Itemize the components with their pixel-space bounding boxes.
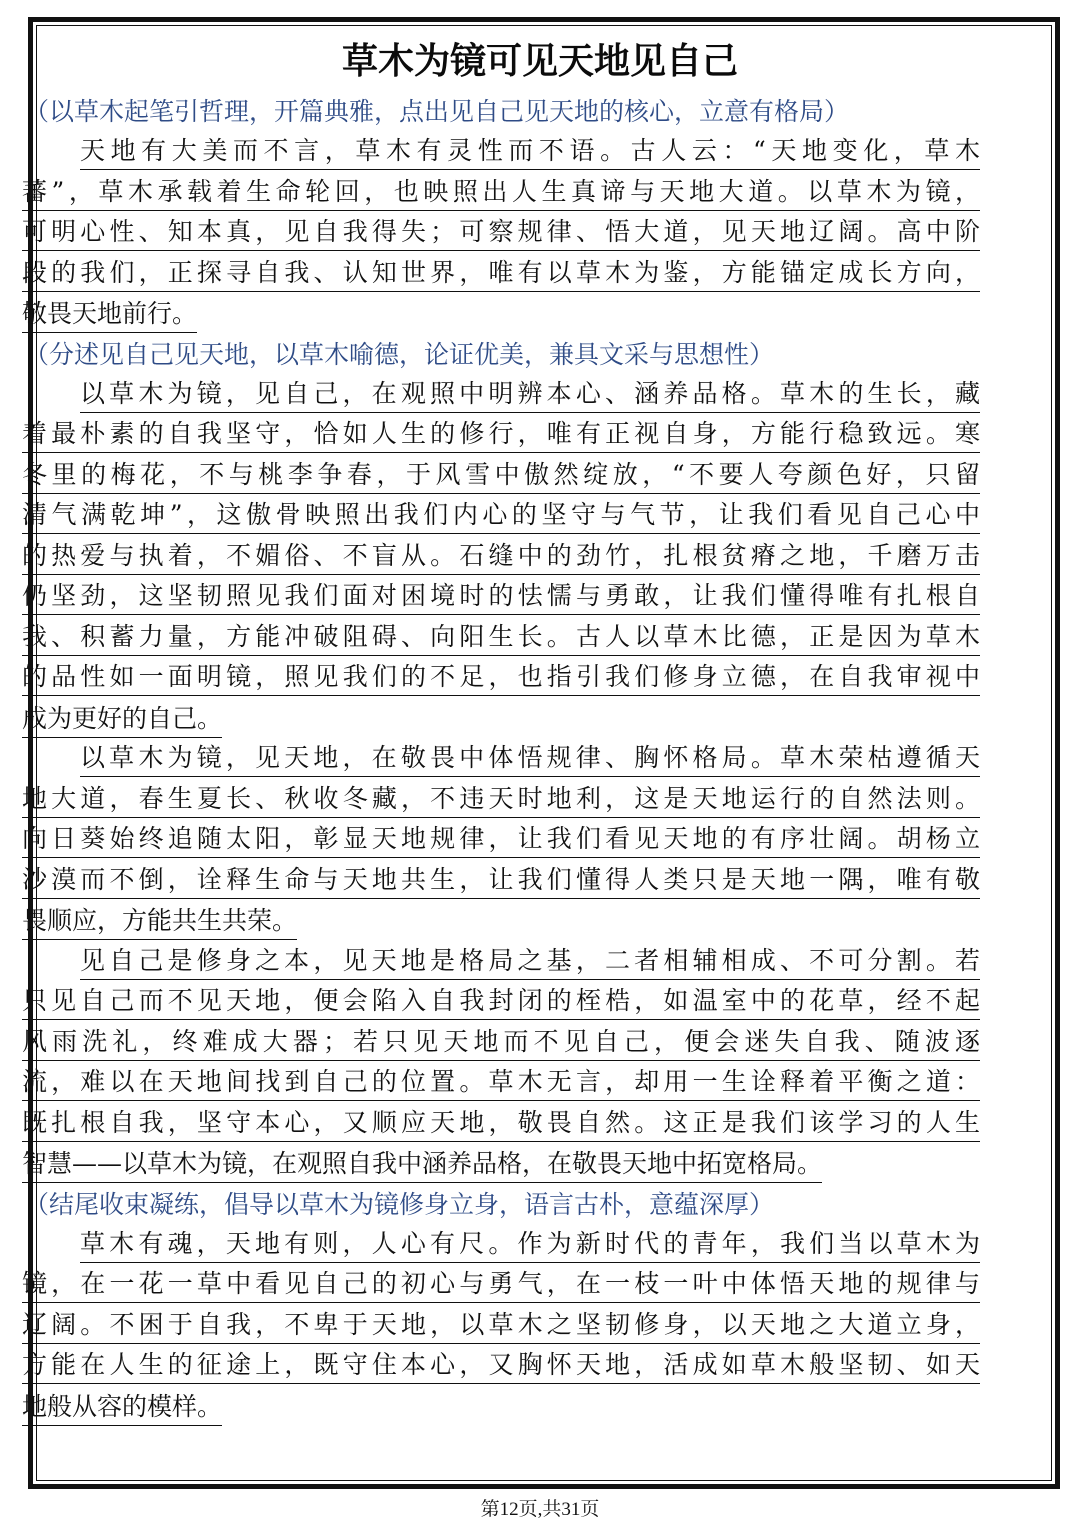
- underlined-text: 蕃”，草木承载着生命轮回，也映照出人生真谛与天地大道。以草木为镜，: [22, 173, 980, 211]
- underlined-text: 的品性如一面明镜，照见我们的不足，也指引我们修身立德，在自我审视中: [22, 658, 980, 696]
- underlined-text: 成为更好的自己。: [22, 700, 222, 738]
- text-line: [22, 739, 980, 780]
- paragraph: [22, 739, 980, 942]
- text-line: [22, 699, 980, 740]
- underlined-text: 见自己是修身之本，见天地是格局之基，二者相辅相成、不可分割。若: [80, 942, 980, 980]
- underlined-text: 清气满乾坤”，这傲骨映照出我们内心的坚守与气节，让我们看见自己心中: [22, 496, 980, 534]
- underlined-text: 我、积蓄力量，方能冲破阻碍、向阳生长。古人以草木比德，正是因为草木: [22, 618, 980, 656]
- underlined-text: 辽阔。不困于自我，不卑于天地，以草木之坚韧修身，以天地之大道立身，: [22, 1306, 980, 1344]
- underlined-text: 以草木为镜，见自己，在观照中明辨本心、涵养品格。草木的生长，藏: [80, 375, 980, 413]
- underlined-text: 仍坚劲，这坚韧照见我们面对困境时的怯懦与勇敢，让我们懂得唯有扎根自: [22, 577, 980, 615]
- text-line: [22, 1104, 980, 1145]
- underlined-text: 地般从容的模样。: [22, 1388, 222, 1426]
- underlined-text: 镜，在一花一草中看见自己的初心与勇气，在一枝一叶中体悟天地的规律与: [22, 1265, 980, 1303]
- text-line: [22, 496, 980, 537]
- text-line: [22, 1063, 980, 1104]
- text-line: [22, 577, 980, 618]
- paragraph: [22, 942, 980, 1185]
- section-note: （以草木起笔引哲理，开篇典雅，点出见自己见天地的核心，立意有格局）: [24, 97, 850, 126]
- section-note: （分述见自己见天地，以草木喻德，论证优美，兼具文采与思想性）: [24, 339, 775, 369]
- essay-title: 草木为镜可见天地见自己: [341, 41, 738, 82]
- text-line: [22, 375, 980, 416]
- underlined-text: 流，难以在天地间找到自己的位置。草木无言，却用一生诠释着平衡之道：: [22, 1063, 980, 1101]
- text-line: [22, 456, 980, 497]
- text-line: [22, 1346, 980, 1387]
- underlined-text: 既扎根自我，坚守本心，又顺应天地，敬畏自然。这正是我们该学习的人生: [22, 1104, 980, 1142]
- text-line: [22, 780, 980, 821]
- text-line: [22, 618, 980, 659]
- underlined-text: 着最朴素的自我坚守，恰如人生的修行，唯有正视自身，方能行稳致远。寒: [22, 415, 980, 453]
- underlined-text: 风雨洗礼，终难成大器；若只见天地而不见自己，便会迷失自我、随波逐: [22, 1023, 980, 1061]
- section-note: （结尾收束凝练，倡导以草木为镜修身立身，语言古朴，意蕴深厚）: [24, 1189, 775, 1219]
- text-line: [22, 982, 980, 1023]
- underlined-text: 段的我们，正探寻自我、认知世界，唯有以草木为鉴，方能锚定成长方向，: [22, 254, 980, 292]
- underlined-text: 敬畏天地前行。: [22, 295, 197, 333]
- underlined-text: 地大道，春生夏长、秋收冬藏，不违天时地利，这是天地运行的自然法则。: [22, 780, 980, 818]
- text-line: [22, 658, 980, 699]
- text-line: [22, 254, 980, 295]
- underlined-text: 沙漠而不倒，诠释生命与天地共生，让我们懂得人类只是天地一隅，唯有敬: [22, 861, 980, 899]
- underlined-text: 畏顺应，方能共生共荣。: [22, 902, 297, 940]
- text-line: [22, 213, 980, 254]
- underlined-text: 智慧——以草木为镜，在观照自我中涵养品格，在敬畏天地中拓宽格局。: [22, 1145, 822, 1183]
- text-line: [22, 1023, 980, 1064]
- text-line: [22, 1265, 980, 1306]
- underlined-text: 以草木为镜，见天地，在敬畏中体悟规律、胸怀格局。草木荣枯遵循天: [80, 739, 980, 777]
- text-line: [22, 942, 980, 983]
- text-line: [22, 1387, 980, 1428]
- underlined-text: 方能在人生的征途上，既守住本心，又胸怀天地，活成如草木般坚韧、如天: [22, 1346, 980, 1384]
- text-line: [22, 820, 980, 861]
- text-line: [22, 861, 980, 902]
- paragraph: [22, 132, 980, 335]
- underlined-text: 冬里的梅花，不与桃李争春，于风雪中傲然绽放，“不要人夸颜色好，只留: [22, 456, 980, 494]
- text-line: [22, 1225, 980, 1266]
- text-line: [22, 1144, 980, 1185]
- underlined-text: 天地有大美而不言，草木有灵性而不语。古人云：“天地变化，草木: [80, 132, 980, 170]
- text-line: [22, 294, 980, 335]
- text-line: [22, 901, 980, 942]
- paragraph: [22, 375, 980, 740]
- text-line: [22, 537, 980, 578]
- underlined-text: 的热爱与执着，不媚俗、不盲从。石缝中的劲竹，扎根贫瘠之地，千磨万击: [22, 537, 980, 575]
- underlined-text: 可明心性、知本真，见自我得失；可察规律、悟大道，见天地辽阔。高中阶: [22, 213, 980, 251]
- essay-body: [22, 92, 980, 1427]
- text-line: [22, 132, 980, 173]
- underlined-text: 只见自己而不见天地，便会陷入自我封闭的桎梏，如温室中的花草，经不起: [22, 982, 980, 1020]
- paragraph: [22, 1225, 980, 1428]
- underlined-text: 向日葵始终追随太阳，彰显天地规律，让我们看见天地的有序壮阔。胡杨立: [22, 820, 980, 858]
- text-line: [22, 1306, 980, 1347]
- page-number: 第12页,共31页: [480, 1499, 600, 1520]
- text-line: [22, 415, 980, 456]
- underlined-text: 草木有魂，天地有则，人心有尺。作为新时代的青年，我们当以草木为: [80, 1225, 980, 1263]
- text-line: [22, 173, 980, 214]
